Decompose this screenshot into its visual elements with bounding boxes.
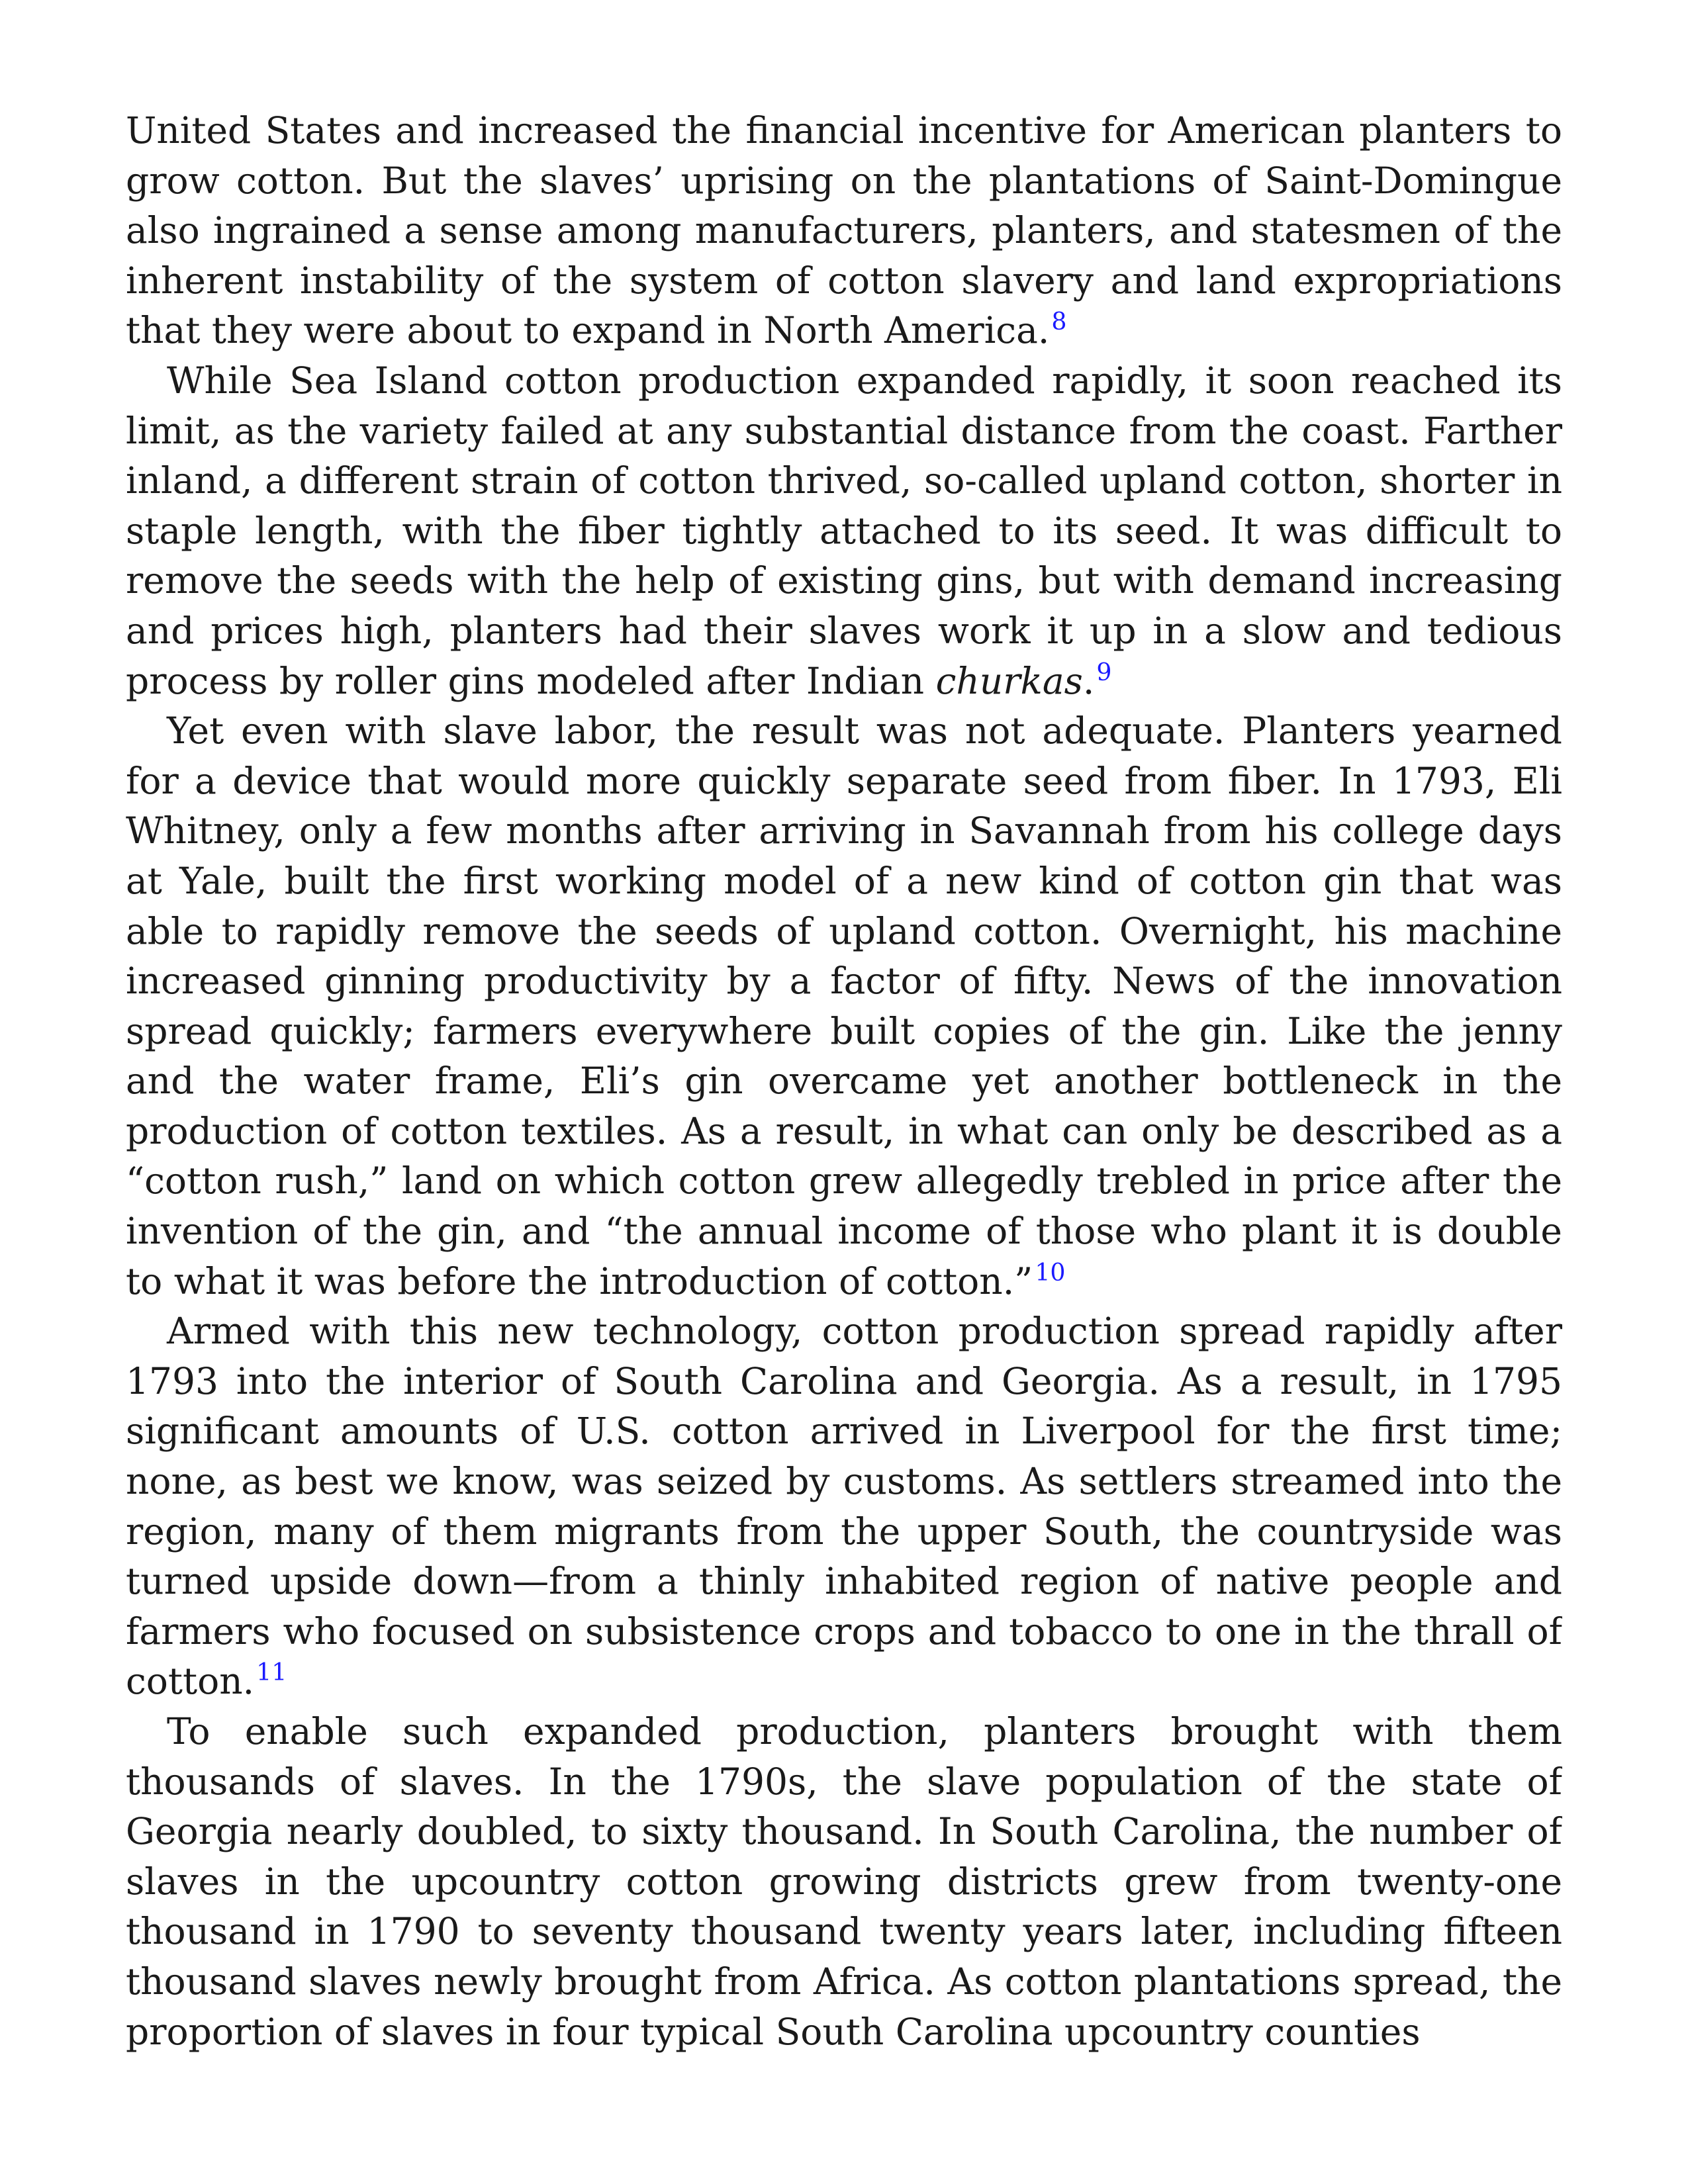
endnote-9-link[interactable]: 9 [1096,657,1112,686]
paragraph-text: United States and increased the financial incentive for American planters to grow cotton. But the slaves’ uprising on the plantations of Saint-Domingue also ingrained a sense among manufacturers, planters, and statesmen of the inherent instability of the system of cotton slavery and land expropriations that they were about to expand in North America. [126,109,1562,352]
book-page-body [126,106,1562,2091]
endnote-8-link[interactable]: 8 [1051,307,1067,336]
paragraph-3 [126,706,1562,1306]
paragraph-5 [126,1707,1562,2057]
paragraph-2 [126,356,1562,706]
paragraph-4 [126,1306,1562,1707]
paragraph-text: Yet even with slave labor, the result was not adequate. Planters yearned for a device that would more quickly separate seed from fiber. In 1793, Eli Whitney, only a few months after arriving in Savannah from his college days at Yale, built the first working model of a new kind of cotton gin that was able to rapidly remove the seeds of upland cotton. Overnight, his machine increased ginning productivity by a factor of fifty. News of the innovation spread quickly; farmers everywhere built copies of the gin. Like the jenny and the water frame, Eli’s gin overcame yet another bottleneck in the production of cotton textiles. As a result, in what can only be described as a “cotton rush,” land on which cotton grew allegedly trebled in price after the invention of the gin, and “the annual income of those who plant it is double to what it was before the introduction of cotton.” [126,709,1562,1302]
paragraph-text: Armed with this new technology, cotton production spread rapidly after 1793 into the interior of South Carolina and Georgia. As a result, in 1795 significant amounts of U.S. cotton arrived in Liverpool for the first time; none, as best we know, was seized by customs. As settlers streamed into the region, many of them migrants from the upper South, the countryside was turned upside down—from a thinly inhabited region of native people and farmers who focused on subsistence crops and tobacco to one in the thrall of cotton. [126,1310,1562,1703]
endnote-11-link[interactable]: 11 [256,1658,287,1687]
paragraph-text: While Sea Island cotton production expanded rapidly, it soon reached its limit, as the variety failed at any substantial distance from the coast. Farther inland, a different strain of cotton thrived, so-called upland cotton, shorter in staple length, with the fiber tightly attached to its seed. It was difficult to remove the seeds with the help of existing gins, but with demand increasing and prices high, planters had their slaves work it up in a slow and tedious process by roller gins modeled after Indian [126,359,1562,702]
paragraph-1 [126,106,1562,356]
endnote-10-link[interactable]: 10 [1035,1257,1066,1287]
paragraph-text: To enable such expanded production, planters brought with them thousands of slaves. In the 1790s, the slave population of the state of Georgia nearly doubled, to sixty thousand. In South Carolina, the number of slaves in the upcountry cotton growing districts grew from twenty-one thousand in 1790 to seventy thousand twenty years later, including fifteen thousand slaves newly brought from Africa. As cotton plantations spread, the proportion of slaves in four typical South Carolina upcountry counties [126,1710,1562,2053]
paragraph-text-period: . [1082,659,1095,702]
italic-term-churkas: churkas [935,659,1083,702]
